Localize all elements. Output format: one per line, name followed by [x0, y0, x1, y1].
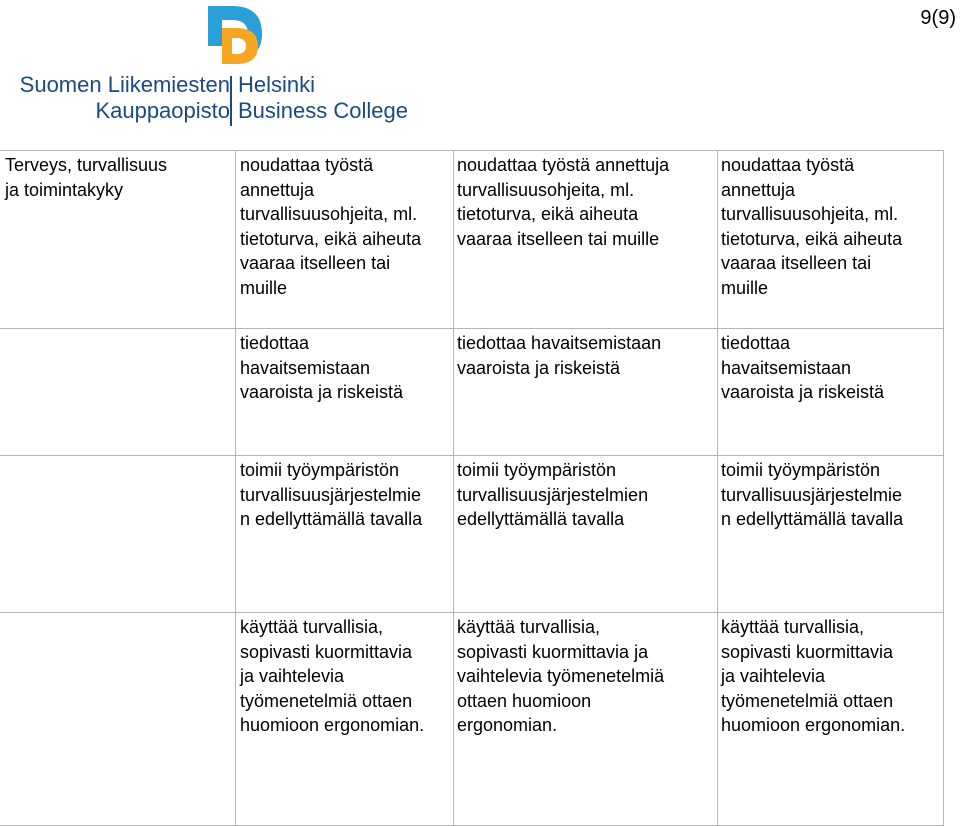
cell-text: käyttää turvallisia, sopivasti kuormittavia ja vaihtelevia työmenetelmiä ottaen huomioon ergonomian.	[240, 617, 425, 735]
category-cell-empty	[0, 613, 236, 826]
page-number: 9(9)	[920, 7, 956, 29]
table-cell	[236, 613, 454, 826]
cell-text: tiedottaa havaitsemistaan vaaroista ja riskeistä	[240, 333, 404, 402]
category-label: Terveys, turvallisuus ja toimintakyky	[5, 155, 168, 200]
cell-text: noudattaa työstä annettuja turvallisuusohjeita, ml. tietoturva, eikä aiheuta vaaraa itselleen tai muille	[721, 155, 903, 298]
table-row	[0, 613, 944, 826]
cell-text: käyttää turvallisia, sopivasti kuormittavia ja vaihtelevia työmenetelmiä ottaen huomioon ergonomian.	[457, 617, 665, 735]
table-cell	[236, 456, 454, 613]
table-cell	[236, 151, 454, 329]
cell-text: tiedottaa havaitsemistaan vaaroista ja riskeistä	[457, 333, 662, 378]
logo-text-school-en-1: Helsinki	[238, 72, 316, 97]
table-cell	[718, 151, 944, 329]
cell-text: noudattaa työstä annettuja turvallisuusohjeita, ml. tietoturva, eikä aiheuta vaaraa itselleen tai muille	[240, 155, 422, 298]
table-cell	[454, 613, 718, 826]
table-row	[0, 456, 944, 613]
category-cell	[0, 151, 236, 329]
criteria-table	[0, 150, 944, 826]
logo-emblem-icon	[202, 2, 282, 72]
cell-text: tiedottaa havaitsemistaan vaaroista ja riskeistä	[721, 333, 885, 402]
logo-divider	[230, 76, 232, 126]
cell-text: toimii työympäristön turvallisuusjärjestelmie n edellyttämällä tavalla	[721, 460, 904, 529]
table-cell	[718, 613, 944, 826]
category-cell-empty	[0, 456, 236, 613]
logo-text-school-fi-2: Kauppaopisto	[95, 98, 230, 123]
cell-text: noudattaa työstä annettuja turvallisuusohjeita, ml. tietoturva, eikä aiheuta vaaraa itselleen tai muille	[457, 155, 670, 249]
table-cell	[454, 329, 718, 456]
cell-text: toimii työympäristön turvallisuusjärjestelmie n edellyttämällä tavalla	[240, 460, 423, 529]
table-cell	[718, 329, 944, 456]
table-cell	[454, 456, 718, 613]
table-cell	[718, 456, 944, 613]
logo-text-school-fi-1: Suomen Liikemiesten	[19, 72, 230, 97]
school-logo	[6, 2, 426, 128]
category-cell-empty	[0, 329, 236, 456]
cell-text: käyttää turvallisia, sopivasti kuormittavia ja vaihtelevia työmenetelmiä ottaen huomioon ergonomian.	[721, 617, 906, 735]
table-cell	[236, 329, 454, 456]
table-row	[0, 329, 944, 456]
cell-text: toimii työympäristön turvallisuusjärjestelmien edellyttämällä tavalla	[457, 460, 649, 529]
table-row	[0, 151, 944, 329]
logo-text-school-en-2: Business College	[238, 98, 408, 123]
table-cell	[454, 151, 718, 329]
